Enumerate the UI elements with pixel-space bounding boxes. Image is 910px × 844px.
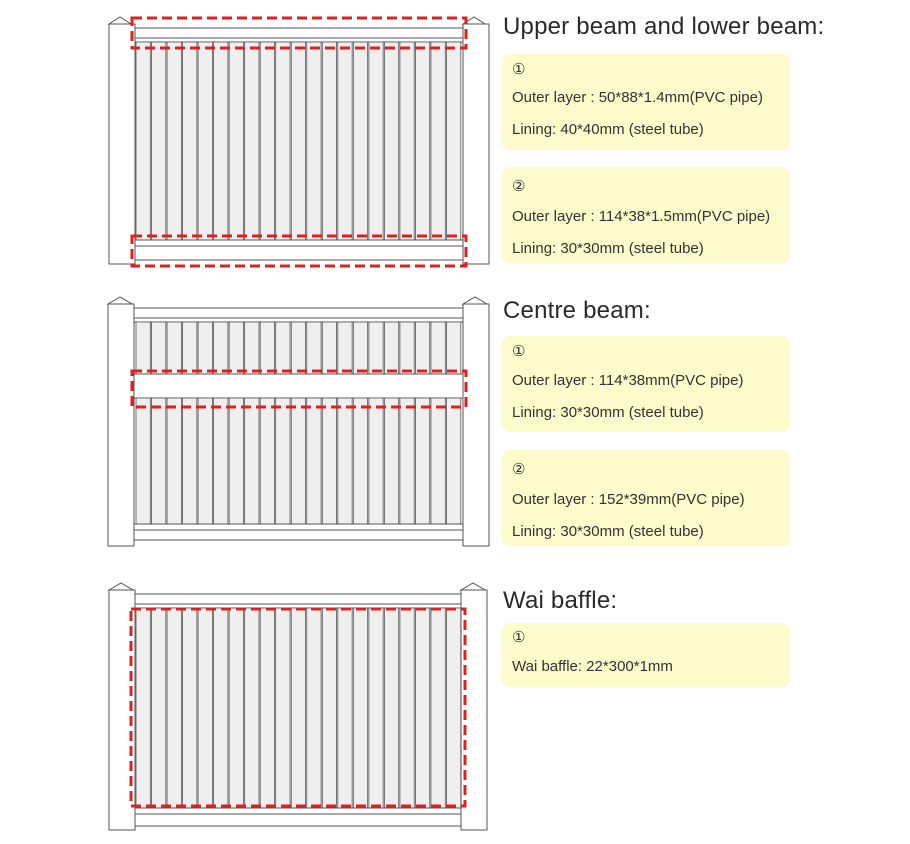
fence-board bbox=[353, 322, 367, 374]
fence-board bbox=[245, 322, 259, 374]
fence-board bbox=[431, 608, 445, 808]
fence-board bbox=[338, 42, 352, 240]
fence-board bbox=[276, 608, 290, 808]
spec-line: Lining: 30*30mm (steel tube) bbox=[512, 523, 704, 540]
fence-board bbox=[167, 42, 181, 240]
fence-diagram-upper-lower-beam bbox=[105, 14, 493, 268]
upper-vertical-boards bbox=[136, 322, 461, 374]
fence-board bbox=[183, 42, 197, 240]
spec-line: Outer layer : 114*38mm(PVC pipe) bbox=[512, 372, 744, 389]
fence-board bbox=[322, 398, 336, 524]
fence-board bbox=[260, 398, 274, 524]
fence-board bbox=[353, 42, 367, 240]
right-post bbox=[463, 17, 489, 264]
spec-card bbox=[502, 54, 790, 150]
fence-board bbox=[369, 322, 383, 374]
spec-card bbox=[502, 336, 790, 432]
vertical-boards bbox=[136, 608, 461, 808]
fence-board bbox=[307, 322, 321, 374]
spec-card bbox=[502, 623, 790, 687]
fence-board bbox=[338, 322, 352, 374]
fence-board bbox=[446, 608, 460, 808]
fence-board bbox=[291, 42, 305, 240]
fence-board bbox=[167, 398, 181, 524]
fence-board bbox=[384, 398, 398, 524]
fence-board bbox=[152, 322, 166, 374]
fence-board bbox=[167, 608, 181, 808]
vertical-boards bbox=[136, 42, 461, 240]
fence-board bbox=[291, 322, 305, 374]
fence-board bbox=[152, 42, 166, 240]
fence-board bbox=[415, 398, 429, 524]
lower-rail bbox=[134, 524, 463, 540]
fence-board bbox=[198, 398, 212, 524]
fence-board bbox=[214, 322, 228, 374]
centre-rail bbox=[134, 374, 463, 398]
fence-board bbox=[152, 608, 166, 808]
fence-board bbox=[214, 42, 228, 240]
fence-board bbox=[400, 608, 414, 808]
fence-board bbox=[245, 398, 259, 524]
fence-board bbox=[307, 398, 321, 524]
right-post bbox=[463, 297, 489, 546]
fence-board bbox=[214, 398, 228, 524]
spec-card bbox=[502, 450, 790, 546]
fence-board bbox=[245, 608, 259, 808]
fence-board bbox=[369, 42, 383, 240]
fence-board bbox=[322, 608, 336, 808]
lower-rail bbox=[135, 808, 461, 826]
fence-board bbox=[446, 42, 460, 240]
fence-board bbox=[338, 398, 352, 524]
fence-board bbox=[400, 398, 414, 524]
fence-board bbox=[431, 42, 445, 240]
fence-board bbox=[152, 398, 166, 524]
fence-diagram-centre-beam bbox=[105, 294, 493, 550]
card-number: ① bbox=[512, 343, 526, 360]
fence-board bbox=[276, 398, 290, 524]
fence-board bbox=[307, 608, 321, 808]
lower-rail bbox=[135, 240, 463, 260]
fence-board bbox=[183, 398, 197, 524]
fence-board bbox=[431, 398, 445, 524]
fence-board bbox=[322, 322, 336, 374]
fence-board bbox=[384, 322, 398, 374]
fence-board bbox=[276, 322, 290, 374]
fence-board bbox=[136, 398, 150, 524]
fence-board bbox=[353, 608, 367, 808]
lower-vertical-boards bbox=[136, 398, 461, 524]
fence-board bbox=[369, 608, 383, 808]
fence-board bbox=[415, 608, 429, 808]
fence-board bbox=[384, 608, 398, 808]
fence-board bbox=[415, 42, 429, 240]
fence-board bbox=[229, 42, 243, 240]
fence-board bbox=[229, 398, 243, 524]
section-title-centre-beam: Centre beam: bbox=[503, 297, 651, 324]
fence-board bbox=[431, 322, 445, 374]
fence-board bbox=[260, 42, 274, 240]
spec-line: Lining: 30*30mm (steel tube) bbox=[512, 240, 704, 257]
upper-rail bbox=[135, 594, 461, 608]
fence-board bbox=[245, 42, 259, 240]
fence-board bbox=[229, 322, 243, 374]
spec-card bbox=[502, 167, 790, 263]
fence-board bbox=[291, 398, 305, 524]
fence-board bbox=[183, 608, 197, 808]
left-post bbox=[108, 297, 134, 546]
card-number: ② bbox=[512, 178, 526, 195]
fence-board bbox=[260, 322, 274, 374]
spec-line: Outer layer : 114*38*1.5mm(PVC pipe) bbox=[512, 208, 771, 225]
fence-board bbox=[446, 322, 460, 374]
fence-board bbox=[291, 608, 305, 808]
fence-board bbox=[183, 322, 197, 374]
fence-board bbox=[384, 42, 398, 240]
fence-board bbox=[260, 608, 274, 808]
spec-line: Lining: 40*40mm (steel tube) bbox=[512, 121, 704, 138]
spec-line: Outer layer : 50*88*1.4mm(PVC pipe) bbox=[512, 89, 763, 106]
card-number: ② bbox=[512, 461, 526, 478]
fence-board bbox=[136, 42, 150, 240]
fence-board bbox=[369, 398, 383, 524]
fence-board bbox=[229, 608, 243, 808]
section-title-upper-lower-beam: Upper beam and lower beam: bbox=[503, 13, 825, 40]
left-post bbox=[109, 17, 135, 264]
fence-board bbox=[322, 42, 336, 240]
fence-board bbox=[446, 398, 460, 524]
fence-board bbox=[400, 42, 414, 240]
fence-diagram-wai-baffle bbox=[105, 580, 493, 834]
upper-rail bbox=[134, 308, 463, 322]
fence-board bbox=[415, 322, 429, 374]
fence-board bbox=[167, 322, 181, 374]
fence-board bbox=[214, 608, 228, 808]
fence-board bbox=[198, 322, 212, 374]
spec-line: Outer layer : 152*39mm(PVC pipe) bbox=[512, 491, 745, 508]
card-number: ① bbox=[512, 629, 526, 646]
card-number: ① bbox=[512, 61, 526, 78]
fence-board bbox=[198, 42, 212, 240]
fence-board bbox=[198, 608, 212, 808]
upper-rail-lower-edge bbox=[135, 38, 463, 42]
fence-board bbox=[307, 42, 321, 240]
spec-line: Wai baffle: 22*300*1mm bbox=[512, 658, 673, 675]
spec-line: Lining: 30*30mm (steel tube) bbox=[512, 404, 704, 421]
fence-board bbox=[353, 398, 367, 524]
fence-board bbox=[400, 322, 414, 374]
fence-board bbox=[338, 608, 352, 808]
fence-board bbox=[136, 322, 150, 374]
section-title-wai-baffle: Wai baffle: bbox=[503, 587, 618, 614]
fence-board bbox=[276, 42, 290, 240]
fence-board bbox=[136, 608, 150, 808]
